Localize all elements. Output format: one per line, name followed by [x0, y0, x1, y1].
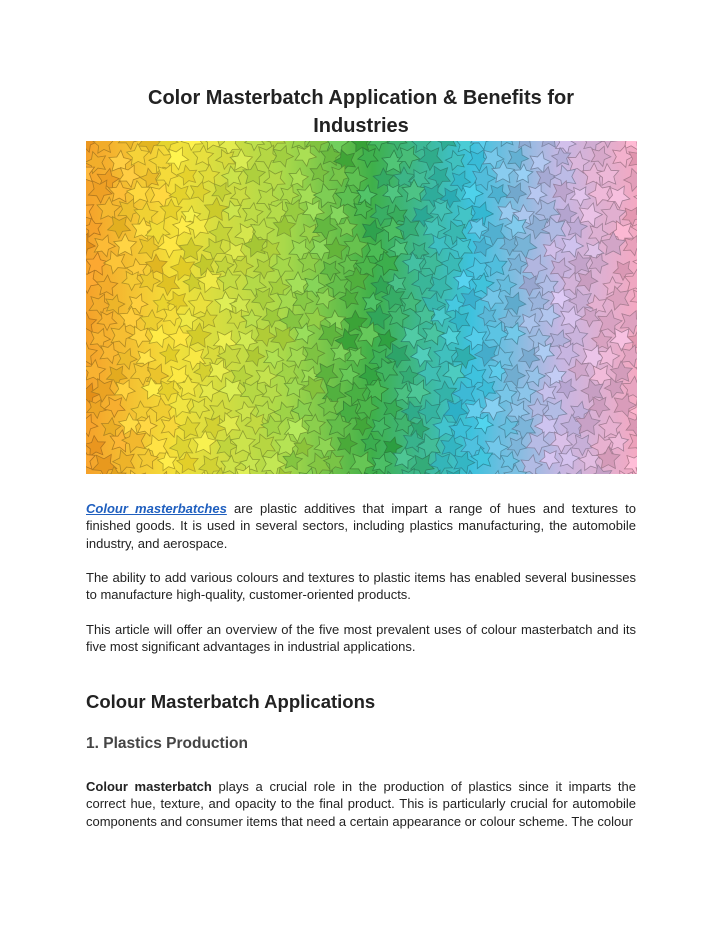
subsection-heading: 1. Plastics Production [86, 735, 248, 752]
title-line-1: Color Masterbatch Application & Benefits for [148, 87, 574, 109]
intro-text: are plastic additives that impart a range of hues and textures to finished goods. It is used in several sectors, including plastics manufacturing, the automobile industry, and aerospace. [86, 501, 636, 551]
paragraph-4-bold-lead: Colour masterbatch [86, 779, 212, 794]
paper-stars-illustration [86, 141, 637, 474]
title-line-2: Industries [313, 115, 409, 137]
paragraph-4 [86, 778, 636, 830]
hero-image [86, 141, 637, 474]
colour-masterbatches-link[interactable]: Colour masterbatches [86, 501, 227, 516]
paragraph-2: The ability to add various colours and textures to plastic items has enabled several businesses to manufacture high-quality, customer-oriented products. [86, 570, 636, 603]
section-heading: Colour Masterbatch Applications [86, 691, 376, 712]
paragraph-3: This article will offer an overview of the five most prevalent uses of colour masterbatch and its five most significant advantages in industrial applications. [86, 622, 636, 655]
document-title [86, 84, 636, 140]
paragraph-4-text: plays a crucial role in the production of plastics since it imparts the correct hue, texture, and opacity to the final product. This is particularly crucial for automobile components and consumer items that need a certain appearance or colour scheme. The colour [86, 779, 636, 829]
intro-paragraph [86, 500, 636, 552]
